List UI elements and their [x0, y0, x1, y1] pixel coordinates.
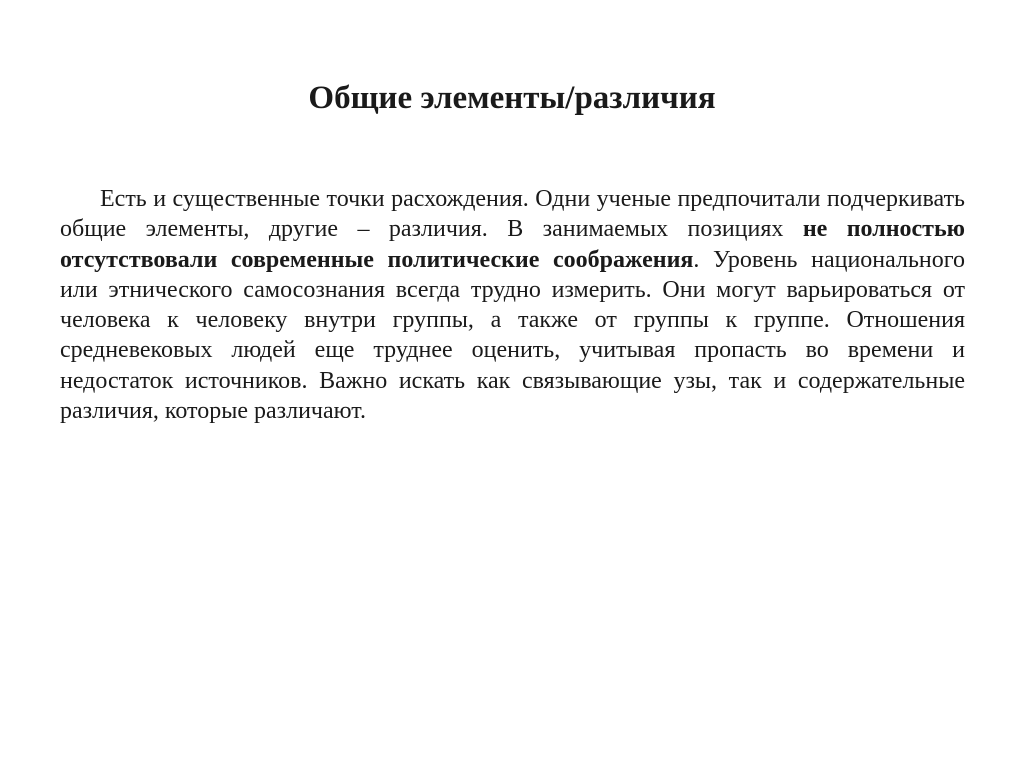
paragraph-text-intro: Есть и существенные точки расхождения. Одни ученые предпочитали подчеркивать общие элементы, другие – различия. В занимаемых позициях — [60, 186, 965, 243]
paragraph-text-rest: . Уровень национального или этнического самосознания всегда трудно измерить. Они могут варьироваться от человека к человеку внутри группы, а также от группы к группе. Отношения средневековых людей еще труднее оценить, учитывая пропасть во времени и недостаток источников. Важно искать как связывающие узы, так и содержательные различия, которые различают. — [60, 246, 966, 425]
body-paragraph — [60, 184, 965, 426]
paragraph-emphasis: не полностью отсутствовали современные политические соображения — [60, 216, 966, 273]
slide-title: Общие элементы/различия — [308, 80, 716, 116]
